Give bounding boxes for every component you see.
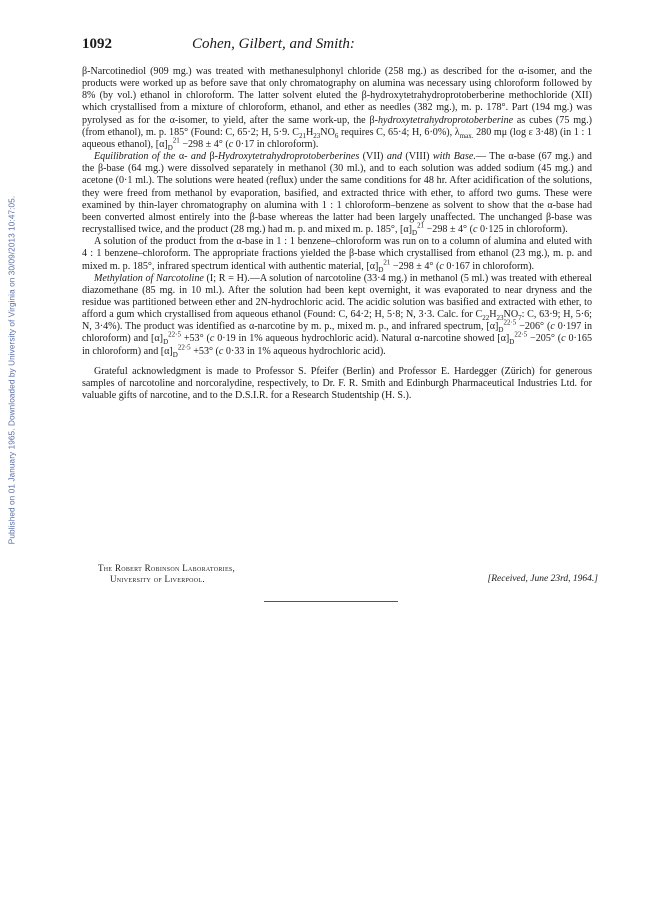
affiliation-block (98, 563, 598, 585)
paragraph-column: A solution of the product from the α-base in 1 : 1 benzene–chloroform was run on to a column of alumina and eluted with 4 : 1 benzene–chloroform. The appropriate fractions yielded the β-base which crystallised from ethanol (23 mg.), m. p. and mixed m. p. 185°, infrared spectrum identical with authentic material, $[\alpha]_D^{21} -298 \pm 4^\circ$ (c 0·167 in chloroform). (82, 236, 592, 274)
received-date: [Received, June 23rd, 1964.] (487, 574, 598, 584)
publication-side-note (6, 150, 18, 590)
paragraph-acknowledgment: Grateful acknowledgment is made to Professor S. Pfeifer (Berlin) and Professor E. Hardegger (Zürich) for generous samples of narcotoline and norcoralydine, respectively, to Dr. F. R. Smith and Edinburgh Pharmaceutical Industries Ltd. for valuable gifts of narcotine, and to the D.S.I.R. for a Research Studentship (H. S.). (82, 365, 592, 402)
end-rule (264, 601, 398, 602)
page-number: 1092 (82, 36, 112, 52)
page-header (82, 36, 592, 53)
paragraph-methylation: Methylation of Narcotoline (I; R = H).—A solution of narcotoline (33·4 mg.) in methanol (5 ml.) was treated with ethereal diazomethane (85 mg. in 10 ml.). After the solution had been kept overnight, it was evaporated to near dryness and the residue was partitioned between ether and 2N-hydrochloric acid. The acidic solution was basified and extracted with ether, to afford a gum which crystallised from aqueous ethanol (Found: C, 64·2; H, 5·8; N, 3·3. Calc. for $C_{22}H_{23}NO_7$: C, 63·9; H, 5·6; N, 3·4%). The product was identified as α-narcotine by m. p., mixed m. p., and infrared spectrum, $[\alpha]_D^{22\cdot 5} -206^\circ$ (c 0·197 in chloroform) and $[\alpha]_D^{22\cdot 5} +53^\circ$ (c 0·19 in 1% aqueous hydrochloric acid). Natural α-narcotine showed $[\alpha]_D^{22\cdot 5} -205^\circ$ (c 0·165 in chloroform) and $[\alpha]_D^{22\cdot 5} +53^\circ$ (c 0·33 in 1% aqueous hydrochloric acid). (82, 272, 593, 359)
running-head: Cohen, Gilbert, and Smith: (192, 36, 355, 52)
article-body (82, 66, 592, 402)
side-note-text: Published on 01 January 1965. Downloaded by University of Virginia on 30/09/2013 10:47:05. (7, 195, 17, 545)
paragraph-equilibration: Equilibration of the α- and β-Hydroxytetrahydroprotoberberines (VII) and (VIII) with Base.— The α-base (67 mg.) and the β-base (64 mg.) were dissolved separately in methanol (30 ml.), and to each solution was added sodium (45 mg.) and acetone (0·1 ml.). The solutions were heated (reflux) under the same conditions for 48 hr. After acidification of the solutions, they were freed from methanol by evaporation, basified, and extracted thrice with ether, to afford two gums. These were examined by thin-layer chromatography on alumina with 1 : 1 chloroform–benzene as solvent to show that the α-base had been converted almost entirely into the β-base whereas the latter had been largely unaffected. The unchanged β-base was recrystallised twice, and the product (28 mg.) had m. p. and mixed m. p. 185°, $[\alpha]_D^{21} -298 \pm 4^\circ$ (c 0·125 in chloroform). (82, 151, 592, 238)
affiliation-line2: University of Liverpool. (110, 574, 205, 584)
paragraph-narcotinediol: β-Narcotinediol (909 mg.) was treated with methanesulphonyl chloride (258 mg.) as described for the α-isomer, and the products were worked up as before save that only chromatography on alumina was necessary using chloroform followed by 8% (by vol.) ethanol in chloroform. The latter solvent eluted the β-hydroxytetrahydroprotoberberine methochloride (XII) which crystallised from a mixture of chloroform, ethanol, and ether as needles (382 mg.), m. p. 178°. Part (194 mg.) was pyrolysed as for the α-isomer, to yield, after the same work-up, the β-hydroxytetrahydroprotoberberine as cubes (75 mg.) (from ethanol), m. p. 185° (Found: C, 65·2; H, 5·9. $C_{21}H_{23}NO_6$ requires C, 65·4; H, 6·0%), $\lambda_{max.}$ 280 mμ (log ε 3·48) (in 1 : 1 aqueous ethanol), $[\alpha]_D^{21} -298 \pm 4^\circ$ (c 0·17 in chloroform). (82, 66, 592, 152)
affiliation-line1: The Robert Robinson Laboratories, (98, 563, 236, 573)
